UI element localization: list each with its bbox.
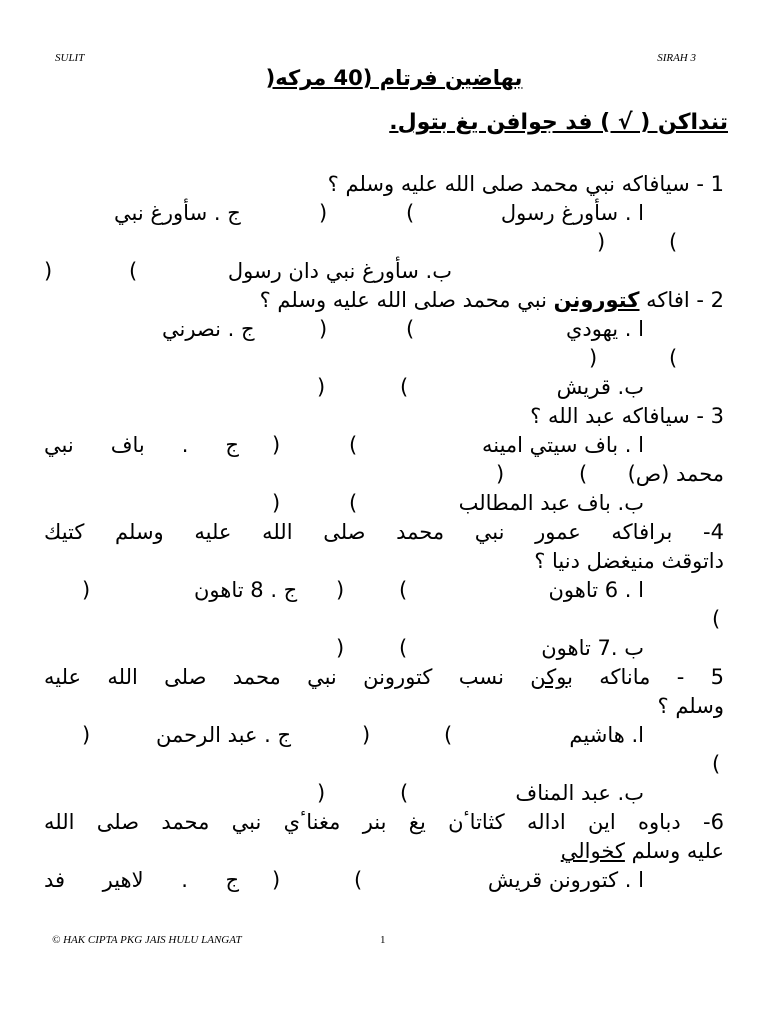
question-6-text-cont [44,837,724,866]
question-4-option-c: ج . 8 تاهون [194,578,298,602]
question-2-option-b-close[interactable]: ( [400,375,409,399]
question-6-option-a-close[interactable]: ( [354,868,363,892]
instruction-text: تنداكن ( √ ) فد جوافن يغ بتول. [389,110,728,135]
question-6-option-a: ا . كتورونن قريش [487,868,644,892]
question-5-prefix: 5 - ماناكه [572,665,724,689]
question-1-option-b-close[interactable]: ( [129,259,138,283]
question-4-text-cont: داتوقث منيغضل دنيا ؟ [534,549,724,573]
page-title: بهاضين فرتام (40 مركه( [265,66,523,90]
question-3-option-a-close[interactable]: ( [349,433,358,457]
question-2-option-c-close[interactable]: ( [669,346,678,370]
question-5-option-b-row [44,779,724,808]
question-6-option-c: ج . لاهير فد [44,868,239,892]
question-5-option-b-open[interactable]: ) [317,781,326,805]
question-3-option-c-open[interactable]: ) [496,462,505,486]
question-5-option-a-close[interactable]: ( [444,723,453,747]
question-5-options-row [44,721,724,750]
question-1-option-c-close[interactable]: ( [669,230,678,254]
question-1-option-c: ج . سأورغ نبي [114,201,241,225]
header-right: SIRAH 3 [657,52,696,64]
question-4-option-a-close[interactable]: ( [399,578,408,602]
question-3-option-c-cont: محمد (ص) [627,462,724,486]
question-3-option-a-open[interactable]: ) [272,433,281,457]
question-2-option-b-row [44,373,724,402]
question-2-option-c-brackets [44,344,724,373]
question-5-text [44,663,724,692]
question-1-option-b-open[interactable]: ) [44,259,53,283]
question-2-text [44,286,724,315]
question-1-option-a: ا . سأورغ رسول [500,201,644,225]
question-5-option-a: ا. هاشيم [569,723,644,747]
question-6-text: 6- دباوه اين اداله كثاتاٴن يغ بنر مغناٴي نبي محمد صلى الله [44,810,724,834]
question-2-keyword: كتورونن [553,288,640,312]
question-5-option-a-open[interactable]: ) [362,723,371,747]
question-3-options-row [44,431,724,460]
question-3-option-a: ا . باف سيتي امينه [481,433,644,457]
question-4-option-c-open[interactable]: ) [82,578,91,602]
question-4-option-b-row [44,634,724,663]
question-6-prefix: عليه وسلم [624,839,724,863]
question-1-options-row [44,199,724,228]
question-5-option-c: ج . عبد الرحمن [156,723,292,747]
question-6-keyword: كخوالي [560,839,625,863]
question-3-option-c-close[interactable]: ( [579,462,588,486]
page-number: 1 [380,934,386,946]
question-2-options-row [44,315,724,344]
question-1-label: 1 - سيافاكه نبي محمد صلى الله عليه وسلم ؟ [327,172,724,196]
question-2-option-c-open[interactable]: ) [589,346,598,370]
question-4-option-b: ب .7 تاهون [541,636,644,660]
question-4-option-c-close[interactable]: ( [712,607,721,631]
question-3-option-c: ج . باف نبي [44,433,239,457]
question-4-option-a-open[interactable]: ) [336,578,345,602]
footer-copyright: © HAK CIPTA PKG JAIS HULU LANGAT [52,934,242,946]
question-1-text [44,170,724,199]
question-1-option-a-close[interactable]: ( [406,201,415,225]
question-5-keyword: بوكن [530,665,573,689]
question-list [44,170,724,895]
question-4-text: 4- برافاكه عمور نبي محمد صلى الله عليه وسلم كتيك [44,520,724,544]
question-2-option-b: ب. قريش [556,375,644,399]
question-4-option-b-close[interactable]: ( [399,636,408,660]
question-5-option-c-brackets [44,750,724,779]
question-5-option-b: ب. عبد المناف [515,781,644,805]
question-4-option-a: ا . 6 تاهون [548,578,644,602]
question-4-option-c-brackets [44,605,724,634]
question-2-option-c: ج . نصرني [162,317,255,341]
header-left: SULIT [55,52,85,64]
question-2-option-b-open[interactable]: ) [317,375,326,399]
question-5-option-c-close[interactable]: ( [712,752,721,776]
question-4-options-row [44,576,724,605]
question-3-option-b: ب. باف عبد المطالب [458,491,644,515]
question-3-label: 3 - سيافاكه عبد الله ؟ [530,404,724,428]
question-2-option-a-close[interactable]: ( [406,317,415,341]
question-1-option-b-row [44,257,724,286]
question-1-option-b: ب. سأورغ نبي دان رسول [227,259,452,283]
question-3-option-b-row [44,489,724,518]
question-3-option-b-close[interactable]: ( [349,491,358,515]
question-3-option-b-open[interactable]: ) [272,491,281,515]
question-1-option-a-open[interactable]: ) [319,201,328,225]
question-1-option-c-open[interactable]: ) [597,230,606,254]
question-5-option-b-close[interactable]: ( [400,781,409,805]
question-1-option-c-brackets [44,228,724,257]
question-4-option-b-open[interactable]: ) [336,636,345,660]
question-6-options-row [44,866,724,895]
question-3-text [44,402,724,431]
question-6-option-a-open[interactable]: ) [272,868,281,892]
question-5-option-c-open[interactable]: ) [82,723,91,747]
question-2-option-a-open[interactable]: ) [319,317,328,341]
question-5-suffix: نسب كتورونن نبي محمد صلى الله عليه [44,665,531,689]
question-2-prefix: 2 - افاكه [639,288,724,312]
question-2-option-a: ا . يهودي [565,317,644,341]
question-5-text-cont: وسلم ؟ [657,694,724,718]
question-2-suffix: نبي محمد صلى الله عليه وسلم ؟ [259,288,554,312]
question-3-option-c-row2 [44,460,724,489]
